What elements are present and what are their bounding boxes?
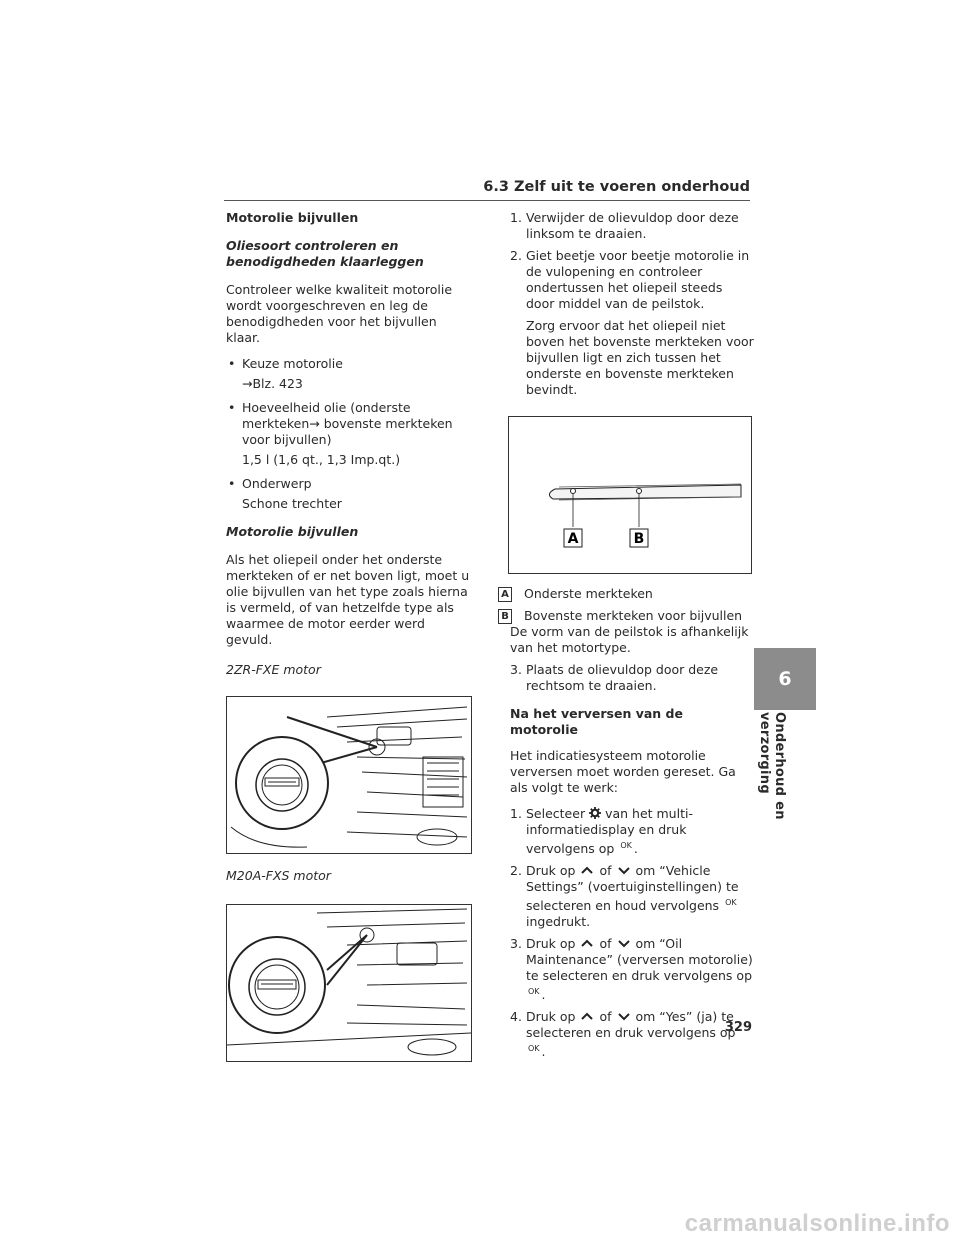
reset-step-2-b: of: [599, 863, 612, 879]
engine2-illustration: [226, 904, 472, 1062]
chapter-number: 6: [778, 668, 792, 690]
list-item: • Onderwerp: [226, 476, 472, 492]
section-header: [224, 178, 750, 201]
reset-step-3-b: of: [599, 936, 612, 952]
chevron-up-icon: [581, 939, 593, 948]
step-1: 1. Verwijder de olievuldop door deze linksom te draaien.: [510, 210, 739, 241]
step-3: 3. Plaats de olievuldop door deze rechtsom te draaien.: [510, 662, 719, 693]
reset-step-3-a: Druk op: [526, 936, 576, 952]
fill-paragraph: Als het oliepeil onder het onderste merkteken of er net boven ligt, moet u olie bijvullen van het type zoals hierna is vermeld, of van hetzelfde type als waarmee de motor eerder werd gevuld.: [226, 552, 470, 647]
list-item-value: 1,5 l (1,6 qt., 1,3 Imp.qt.): [242, 452, 401, 467]
marker-label-a: A: [567, 531, 579, 547]
reset-step-1-b: van het multi-informatiedisplay en druk vervolgens op: [526, 806, 693, 857]
step-2-text: Giet beetje voor beetje motorolie in de vulopening en controleer ondertussen het oliepeil steeds door middel van de peilstok.: [526, 248, 750, 311]
chevron-down-icon: [618, 1012, 630, 1021]
step-2-note: [510, 318, 754, 398]
reset-step-2-d: ingedrukt.: [526, 914, 591, 930]
legend-a: [496, 586, 754, 602]
legend-b-text: Bovenste merkteken voor bijvullen: [524, 608, 743, 623]
reset-step-1-a: Selecteer: [526, 806, 586, 821]
reset-step-2-c: om “Vehicle Settings” (voertuiginstellingen) te selecteren en houd vervolgens: [526, 863, 739, 914]
gear-icon: [589, 807, 601, 819]
left-column: [226, 210, 472, 1076]
dipstick-drawing: [509, 417, 751, 573]
reset-intro: Het indicatiesysteem motorolie verversen moet worden gereset. Ga als volgt te werk:: [510, 748, 736, 795]
legend-b: [496, 608, 754, 624]
ok-button-icon: OK: [725, 898, 737, 908]
chevron-up-icon: [581, 1012, 593, 1021]
reset-step-4-b: of: [599, 1009, 612, 1025]
reset-step-3: 3. Druk op of om “Oil Maintenance” (verversen motorolie) te selecteren en druk vervolgens op $^{OK}$ .: [510, 936, 753, 1003]
engine2-caption: M20A-FXS motor: [226, 868, 331, 883]
dipstick-note: De vorm van de peilstok is afhankelijk van het motortype.: [510, 624, 749, 655]
legend-b-box: B: [498, 609, 512, 624]
chevron-down-icon: [618, 866, 630, 875]
section-title: 6.3 Zelf uit te voeren onderhoud: [483, 179, 750, 195]
legend-a-text: Onderste merkteken: [524, 586, 653, 601]
reset-step-1: 1. Selecteer van het multi-informatiedisplay en druk vervolgens op $^{OK}$ .: [510, 806, 693, 857]
subheading-check-oil: Oliesoort controleren en benodigdheden klaarleggen: [226, 238, 424, 269]
right-column: [501, 210, 754, 1067]
dipstick-illustration: [508, 416, 752, 574]
chevron-up-icon: [581, 866, 593, 875]
ok-button-icon: OK: [528, 987, 540, 997]
page-number: 329: [724, 1020, 752, 1035]
chapter-title: Onderhoud en verzorging: [757, 712, 787, 820]
reset-step-4-a: Druk op: [526, 1009, 576, 1025]
reset-step-4-c: om “Yes” (ja) te selecteren en druk vervolgens op: [526, 1009, 736, 1041]
step-2: 2. Giet beetje voor beetje motorolie in de vulopening en controleer ondertussen het oliepeil steeds door middel van de peilstok.: [510, 248, 750, 311]
list-item-value: Schone trechter: [242, 496, 342, 511]
reset-step-2-a: Druk op: [526, 863, 576, 879]
marker-label-b: B: [633, 531, 645, 547]
list-item-value: →Blz. 423: [242, 376, 303, 391]
step-2-note-text: Zorg ervoor dat het oliepeil niet boven het bovenste merkteken voor bijvullen ligt en zich tussen het onderste en bovenste merkteken bevindt.: [526, 318, 754, 397]
section-heading: Motorolie bijvullen: [226, 210, 359, 225]
reset-step-4: 4. Druk op of om “Yes” (ja) te selecteren en druk vervolgens op $^{OK}$ .: [510, 1009, 736, 1060]
watermark: carmanualsonline.info: [684, 1210, 950, 1237]
engine1-caption: 2ZR-FXE motor: [226, 662, 321, 677]
step-3-text: Plaats de olievuldop door deze rechtsom te draaien.: [526, 662, 719, 693]
intro-paragraph: Controleer welke kwaliteit motorolie wordt voorgeschreven en leg de benodigdheden voor het bijvullen klaar.: [226, 282, 453, 345]
reset-step-2: 2. Druk op of om “Vehicle Settings” (voertuiginstellingen) te selecteren en houd vervolgens $^{OK}$ ingedrukt.: [510, 863, 739, 930]
chapter-tab: [754, 648, 816, 710]
list-item: • Hoeveelheid olie (onderste merkteken→ bovenste merkteken voor bijvullen): [226, 400, 472, 448]
step-1-text: Verwijder de olievuldop door deze linksom te draaien.: [526, 210, 739, 241]
ok-button-icon: OK: [528, 1044, 540, 1054]
subheading-fill-oil: Motorolie bijvullen: [226, 524, 359, 539]
engine1-illustration: [226, 696, 472, 854]
engine2-drawing: [227, 905, 471, 1061]
chevron-down-icon: [618, 939, 630, 948]
reset-step-3-c: om “Oil Maintenance” (verversen motorolie) te selecteren en druk vervolgens op: [526, 936, 753, 984]
reset-heading: Na het verversen van de motorolie: [510, 706, 683, 737]
engine1-drawing: [227, 697, 471, 853]
legend-a-box: A: [498, 587, 512, 602]
ok-button-icon: OK: [620, 841, 632, 850]
list-item: • Keuze motorolie: [226, 356, 472, 372]
